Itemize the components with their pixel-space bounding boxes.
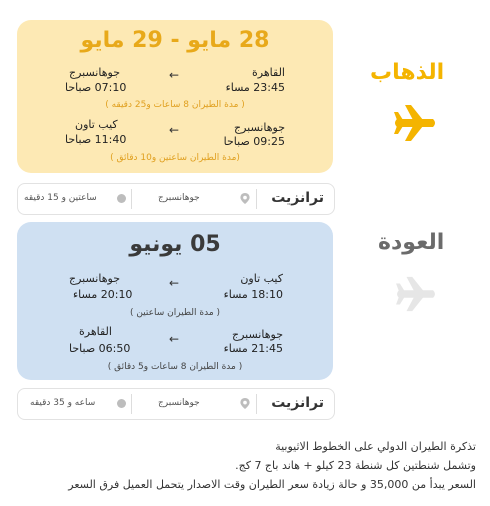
return-card — [17, 222, 333, 380]
transit-city: جوهانسبرج — [158, 398, 200, 408]
leg4-from-city: جوهانسبرج — [232, 328, 283, 341]
note-line-2: وتشمل شنطتين كل شنطة 23 كيلو + هاند باج 7 كج. — [235, 459, 476, 472]
clock-icon — [117, 194, 126, 203]
arrow-left-icon: ← — [169, 332, 180, 346]
divider — [256, 189, 257, 209]
leg2-from-time: 09:25 صباحا — [223, 135, 285, 148]
leg1-to-city: جوهانسبرج — [69, 66, 120, 79]
leg4-duration: ( مدة الطيران 8 ساعات و5 دقائق ) — [107, 362, 243, 372]
arrow-left-icon: ← — [169, 123, 180, 137]
leg1-from-city: القاهرة — [252, 66, 285, 79]
leg2-to-time: 11:40 صباحا — [65, 133, 127, 146]
leg1-to-time: 07:10 صباحا — [65, 81, 127, 94]
outbound-label: الذهاب — [370, 60, 445, 85]
leg2-duration: (مدة الطيران ساعتين و10 دقائق ) — [110, 153, 240, 163]
outbound-date: 28 مايو - 29 مايو — [80, 28, 270, 53]
leg4-to-city: القاهرة — [79, 325, 112, 338]
leg1-duration: ( مدة الطيران 8 ساعات و25 دقيقه ) — [105, 100, 245, 110]
divider — [256, 394, 257, 414]
outbound-card — [17, 20, 333, 173]
leg2-from-city: جوهانسبرج — [234, 121, 285, 134]
leg1-from-time: 23:45 مساء — [225, 81, 285, 94]
return-date: 05 يونيو — [129, 232, 221, 257]
arrow-left-icon: ← — [169, 276, 180, 290]
divider — [131, 189, 132, 209]
divider — [131, 394, 132, 414]
leg3-duration: ( مدة الطيران ساعتين ) — [129, 308, 221, 318]
leg4-from-time: 21:45 مساء — [223, 342, 283, 355]
clock-icon — [117, 399, 126, 408]
outbound-transit-bar — [17, 183, 335, 215]
plane-icon — [393, 103, 437, 143]
transit-city: جوهانسبرج — [158, 193, 200, 203]
map-pin-icon — [240, 398, 250, 409]
transit-title: ترانزيت — [271, 190, 324, 206]
map-pin-icon — [240, 193, 250, 204]
transit-title: ترانزيت — [271, 395, 324, 411]
leg3-to-city: جوهانسبرج — [69, 272, 120, 285]
transit-duration: ساعه و 35 دقيقه — [30, 398, 96, 408]
return-transit-bar — [17, 388, 335, 420]
leg3-from-time: 18:10 مساء — [223, 288, 283, 301]
plane-icon — [395, 275, 437, 313]
leg3-from-city: كيب تاون — [240, 272, 283, 285]
note-line-3: السعر يبدأ من 35,000 و حالة زيادة سعر الطيران وقت الاصدار يتحمل العميل فرق السعر — [68, 478, 476, 491]
leg2-to-city: كيب تاون — [75, 118, 118, 131]
arrow-left-icon: ← — [169, 68, 180, 82]
return-label: العودة — [378, 230, 445, 255]
leg3-to-time: 20:10 مساء — [73, 288, 133, 301]
leg4-to-time: 06:50 صباحا — [69, 342, 131, 355]
transit-duration: ساعتين و 15 دقيقه — [24, 193, 97, 203]
note-line-1: تذكرة الطيران الدولي على الخطوط الاثيوبية — [275, 440, 476, 453]
